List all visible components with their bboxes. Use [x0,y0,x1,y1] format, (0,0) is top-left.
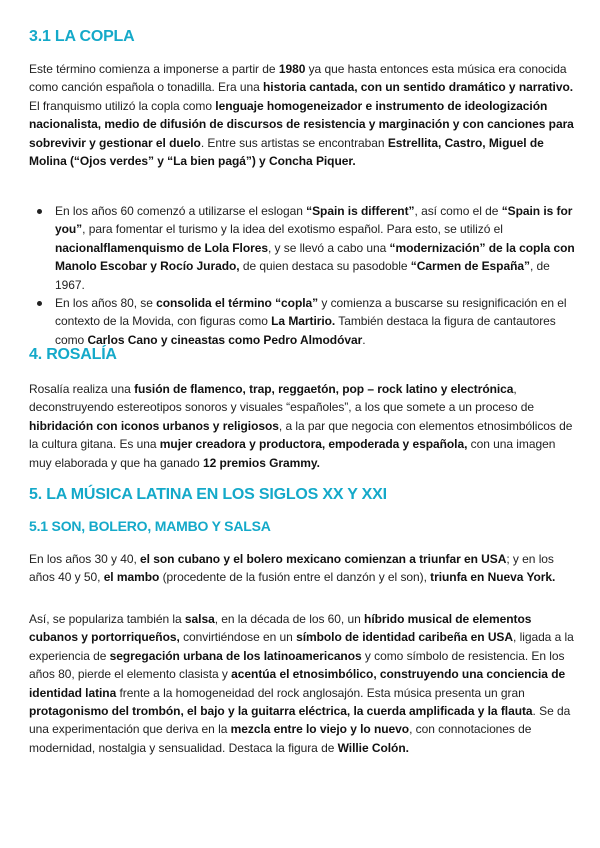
text-run: (procedente de la fusión entre el danzón y el son), [159,570,431,585]
bold-phrase: el mambo [103,570,160,585]
list-item-text [55,204,575,292]
text-run: de quien destaca su pasodoble [239,259,411,274]
text-run: y comienza a buscarse su resignificación en el contexto de la Movida, con figuras como [55,296,567,329]
bold-phrase: protagonismo del trombón, el bajo y la guitarra eléctrica, la cuerda amplificada y la flauta [29,704,533,719]
heading-la-copla: 3.1 LA COPLA [29,28,135,45]
bold-phrase: Estrellita, Castro, Miguel de Molina (“Ojos verdes” y “La bien pagá”) y Concha Piquer. [29,135,544,169]
text-run: , ligada a la experiencia de [29,630,574,663]
text-run: , para fomentar el turismo y la idea del exotismo español. Para esto, se utilizó el [82,222,503,237]
heading-son-bolero: 5.1 SON, BOLERO, MAMBO Y SALSA [29,518,271,534]
list-item-text [55,296,567,347]
text-run: , de 1967. [55,259,550,292]
text-run: convirtiéndose en un [179,630,297,645]
bold-phrase: La Martirio. [271,314,336,329]
text-run: . Entre sus artistas se encontraban [200,135,388,150]
text-run: En los años 60 comenzó a utilizarse el eslogan [55,204,307,218]
bullet-icon [37,209,42,214]
copla-bullet-list [36,202,576,349]
text-run: , deconstruyendo estereotipos sonoros y visuales “españoles”, a los que somete a un proceso de [29,382,535,415]
bold-phrase: 12 premios Grammy. [202,455,320,470]
bold-phrase: símbolo de identidad caribeña en USA [296,630,514,645]
bold-phrase: 1980 [278,62,306,76]
text-run: y como símbolo de resistencia. En los años 80, pierde el elemento clasista y [29,648,565,682]
bold-phrase: hibridación con iconos urbanos y religiosos [29,418,279,433]
bold-phrase: “Spain is for you” [55,204,573,237]
text-run: con una imagen muy elaborada y que ha ganado [29,437,556,470]
bold-phrase: Carlos Cano y cineastas como Pedro Almodóvar [87,332,363,347]
bold-phrase: historia cantada, con un sentido dramático y narrativo. [263,80,574,95]
text-run: , a la par que negocia con elementos etnosimbólicos de la cultura gitana. Es una [29,418,573,452]
text-run: frente a la homogeneidad del rock anglosajón. Esta música presenta un gran [116,685,525,700]
heading-rosalia: 4. ROSALÍA [29,346,117,363]
text-run: , y se llevó a cabo una [267,240,390,255]
bold-phrase: fusión de flamenco, trap, reggaetón, pop – rock latino y electrónica [134,382,514,396]
bold-phrase: segregación urbana de los latinoamericanos [109,648,362,663]
bold-phrase: consolida el término “copla” [156,296,319,311]
text-run: El franquismo utilizó la copla como [29,98,216,113]
text-run: ; y en los años 40 y 50, [29,552,554,585]
list-item [36,294,576,349]
heading-musica-latina: 5. LA MÚSICA LATINA EN LOS SIGLOS XX Y XXI [29,486,387,503]
text-run: . Se da una experimentación que deriva en la [29,704,571,737]
text-run: Rosalía realiza una [29,382,135,396]
bold-phrase: “Carmen de España” [410,259,530,274]
bold-phrase: acentúa el etnosimbólico, construyendo una conciencia de identidad latina [29,667,566,700]
text-run: También destaca la figura de cantautores como [55,314,556,347]
text-run: . [362,332,366,347]
bold-phrase: lenguaje homogeneizador e instrumento de ideologización nacionalista, medio de difusión de discursos de resistencia y marginación y con canciones para sobrevivir y gestionar el duelo [29,98,574,150]
text-run: Así, se populariza también la [29,612,185,626]
paragraph-copla [29,60,575,170]
text-run: , en la década de los 60, un [214,612,365,626]
bold-phrase: triunfa en Nueva York. [430,570,556,585]
paragraph-son-2 [29,610,575,757]
bold-phrase: Willie Colón. [337,740,409,755]
bold-phrase: mezcla entre lo viejo y lo nuevo [230,722,410,737]
list-item [36,202,576,294]
paragraph-rosalia [29,380,575,472]
bold-phrase: nacionalflamenquismo de Lola Flores [55,240,268,255]
bold-phrase: salsa [184,612,215,626]
text-run: Este término comienza a imponerse a partir de [29,62,279,76]
text-run: ya que hasta entonces esta música era conocida como canción española o tonadilla. Era una [29,62,567,95]
text-run: En los años 30 y 40, [29,552,141,566]
bold-phrase: el son cubano y el bolero mexicano comienzan a triunfar en USA [140,552,507,566]
paragraph-son-1 [29,550,575,587]
text-run: En los años 80, se [55,296,157,311]
text-run: , así como el de [414,204,502,218]
text-run: , con connotaciones de modernidad, nostalgia y sensualidad. Destaca la figura de [29,722,532,755]
bold-phrase: híbrido musical de elementos cubanos y portorriqueños, [29,612,532,645]
bold-phrase: “modernización” de la copla con Manolo Escobar y Rocío Jurado, [55,240,575,274]
bold-phrase: “Spain is different” [306,204,415,218]
bullet-icon [37,301,42,306]
bold-phrase: mujer creadora y productora, empoderada y española, [159,437,468,452]
